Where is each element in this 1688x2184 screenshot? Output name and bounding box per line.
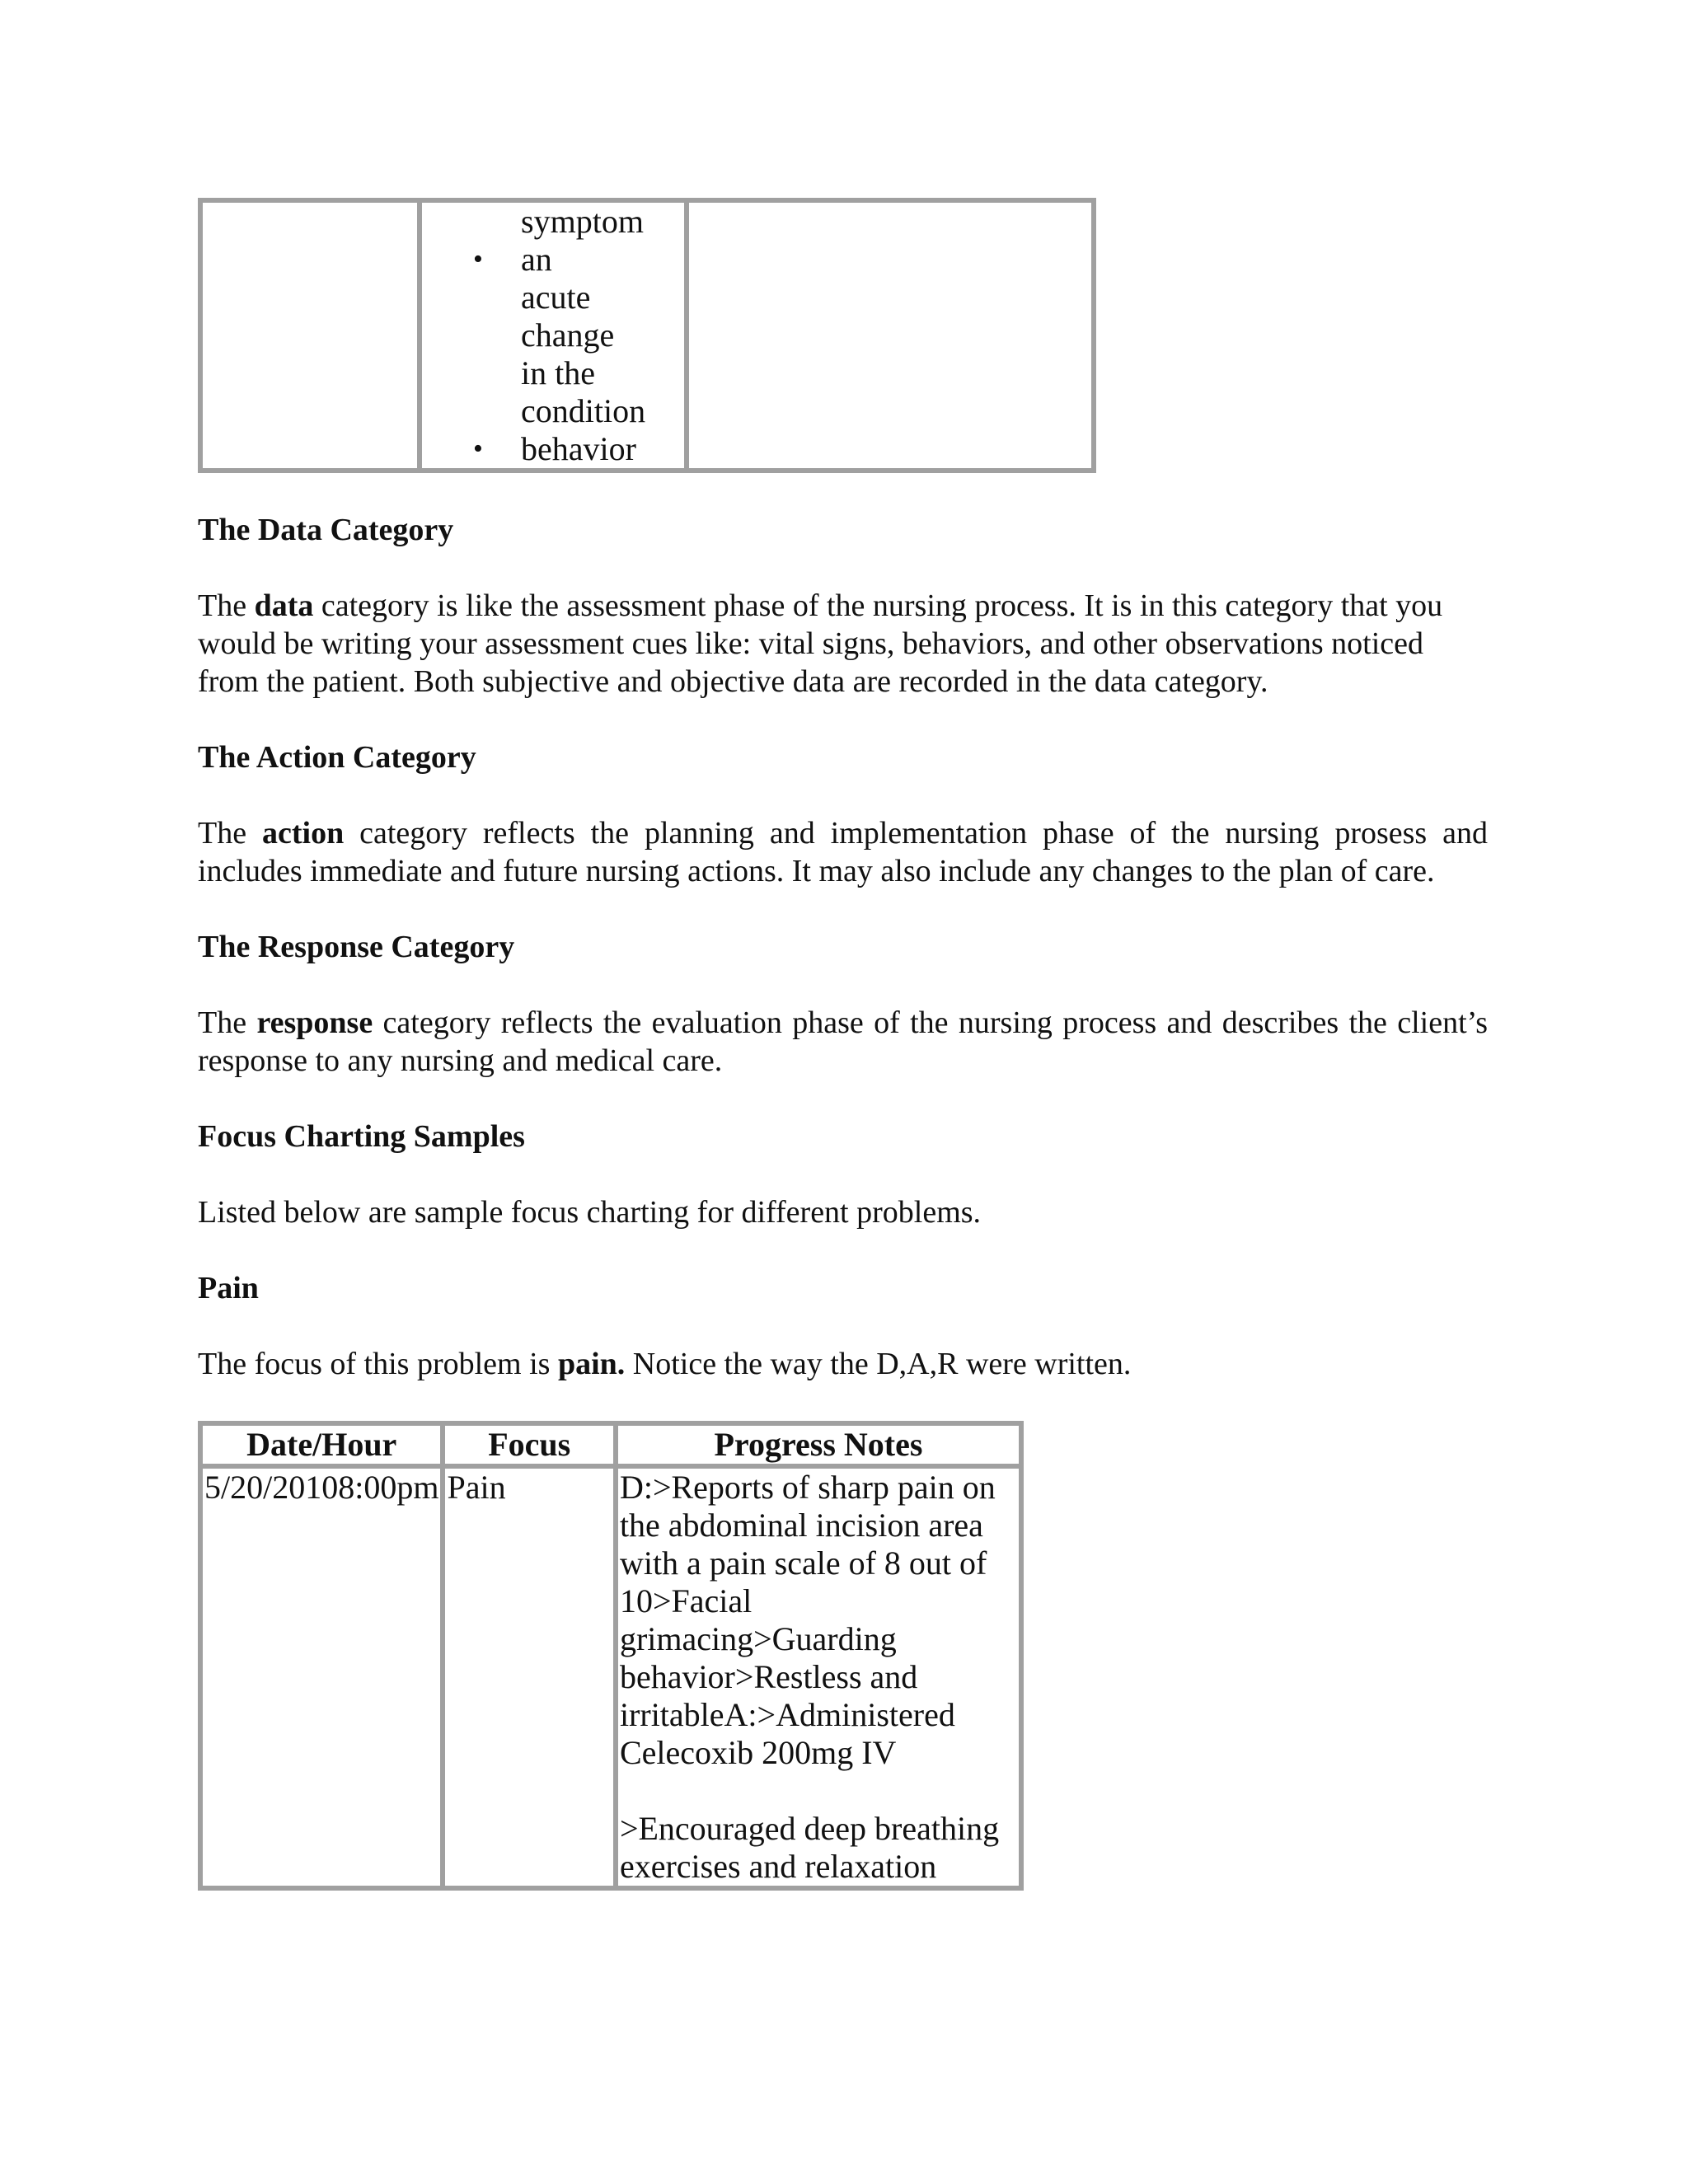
paragraph-response-category: The response category reflects the evaluation phase of the nursing process and describes the client’s response to any nursing and medical care. — [198, 1005, 1489, 1078]
table-row — [200, 200, 1094, 471]
list-item: symptom — [521, 203, 644, 240]
heading-focus-charting-samples: Focus Charting Samples — [198, 1119, 525, 1154]
progress-notes-text: D:>Reports of sharp pain on the abdominal incision area with a pain scale of 8 out of 10>Facial grimacing>Guarding behavior>Restless and irritableA:>Administered Celecoxib 200mg IV — [619, 1469, 996, 1771]
symptom-list — [422, 203, 684, 468]
cell-date-hour: 5/20/20108:00pm — [200, 1466, 443, 1888]
column-header-date-hour: Date/Hour — [200, 1423, 443, 1466]
heading-pain: Pain — [198, 1271, 259, 1305]
cell-progress-notes — [616, 1466, 1021, 1888]
cell-focus: Pain — [443, 1466, 615, 1888]
paragraph-samples: Listed below are sample focus charting for different problems. — [198, 1195, 982, 1230]
list-item: • behavior — [422, 430, 684, 468]
table-cell-symptoms — [420, 200, 687, 471]
table-cell-empty — [200, 200, 420, 471]
list-item: • an acute change in the condition — [422, 241, 620, 430]
table-header-row — [200, 1423, 1021, 1466]
heading-data-category: The Data Category — [198, 513, 454, 547]
heading-response-category: The Response Category — [198, 930, 515, 964]
paragraph-data-category: The data category is like the assessment phase of the nursing process. It is in this category that you would be writing your assessment cues like: vital signs, behaviors, and other observations noticed from the patient. Both subjective and objective data are recorded in the data category. — [198, 588, 1443, 699]
column-header-progress-notes: Progress Notes — [616, 1423, 1021, 1466]
column-header-focus: Focus — [443, 1423, 615, 1466]
paragraph-pain: The focus of this problem is pain. Notice the way the D,A,R were written. — [198, 1347, 1132, 1381]
table-row — [200, 1466, 1021, 1888]
paragraph-action-category: The action category reflects the planning and implementation phase of the nursing prosess and includes immediate and future nursing actions. It may also include any changes to the plan of care. — [198, 816, 1488, 888]
focus-charting-table — [198, 1421, 1024, 1891]
continuation-table — [198, 198, 1096, 473]
document-page — [198, 198, 1488, 1891]
table-cell-empty — [687, 200, 1094, 471]
heading-action-category: The Action Category — [198, 740, 476, 775]
progress-notes-text: >Encouraged deep breathing exercises and relaxation — [619, 1810, 1000, 1885]
